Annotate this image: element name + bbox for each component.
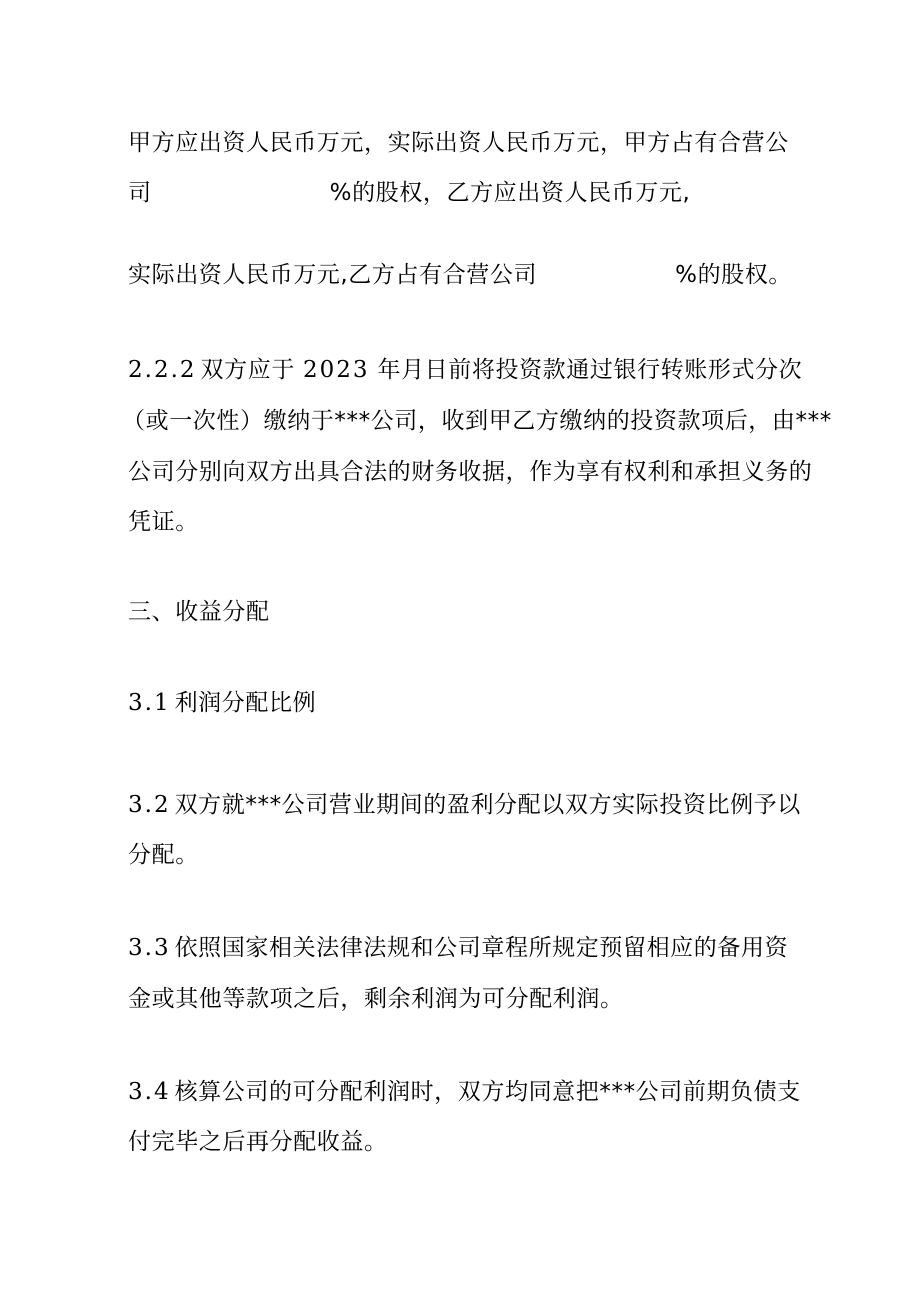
paragraph-line xyxy=(128,457,812,487)
clause-3-1 xyxy=(128,688,316,718)
text-run: 凭证。 xyxy=(128,509,199,535)
text-run: 年月日前将投资款通过银行转账形式分次 xyxy=(377,357,803,383)
text-run: 利润分配比例 xyxy=(174,690,317,716)
text-run: 司 xyxy=(128,180,152,206)
text-run: 金或其他等款项之后，剩余利润为可分配利润。 xyxy=(128,986,624,1012)
text-run: 甲方应出资人民币万元，实际出资人民币万元，甲方占有合营公 xyxy=(128,130,789,156)
heading-text: 三、收益分配 xyxy=(128,599,270,625)
text-run: 分配。 xyxy=(128,842,199,868)
paragraph-line xyxy=(128,1127,388,1157)
paragraph-line xyxy=(128,984,624,1014)
section-heading xyxy=(128,597,270,627)
text-run: （或一次性）缴纳于***公司，收到甲乙方缴纳的投资款项后，由*** xyxy=(122,408,832,434)
paragraph-line xyxy=(128,178,690,208)
text-run: %的股权。 xyxy=(675,262,792,288)
paragraph-line xyxy=(122,406,832,436)
text-run: 依照国家相关法律法规和公司章程所规定预留相应的备用资 xyxy=(174,935,789,961)
clause-number: 3.2 xyxy=(128,792,171,818)
paragraph-line xyxy=(128,128,789,158)
text-run: %的股权，乙方应出资人民币万元, xyxy=(329,180,691,206)
clause-number: 3.4 xyxy=(128,1079,171,1105)
text-run: 核算公司的可分配利润时，双方均同意把***公司前期负债支 xyxy=(174,1079,801,1105)
text-run: 付完毕之后再分配收益。 xyxy=(128,1129,388,1155)
text-run: 双方就***公司营业期间的盈利分配以双方实际投资比例予以 xyxy=(174,792,801,818)
paragraph-line xyxy=(128,507,199,537)
clause-2-2-2 xyxy=(128,355,802,385)
text-run: 双方应于 xyxy=(200,357,295,383)
paragraph-line xyxy=(128,260,792,290)
text-run: 实际出资人民币万元,乙方占有合营公司 xyxy=(128,262,538,288)
clause-number: 3.3 xyxy=(128,935,171,961)
clause-3-2 xyxy=(128,790,801,820)
year-number: 2023 xyxy=(302,357,370,383)
paragraph-line xyxy=(128,840,199,870)
clause-number: 2.2.2 xyxy=(128,357,197,383)
clause-3-4 xyxy=(128,1077,801,1107)
clause-3-3 xyxy=(128,933,788,963)
clause-number: 3.1 xyxy=(128,690,171,716)
text-run: 公司分别向双方出具合法的财务收据，作为享有权利和承担义务的 xyxy=(128,459,813,485)
